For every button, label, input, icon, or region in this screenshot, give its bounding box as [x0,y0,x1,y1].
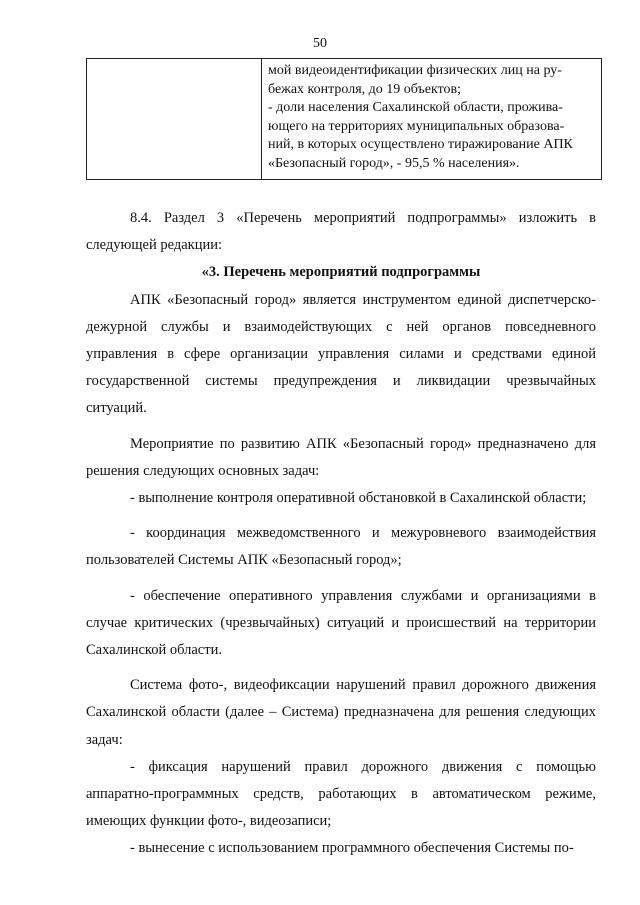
document-body [86,205,596,863]
table-line: - доли населения Сахалинской области, прожива- [268,100,563,115]
list-item: - вынесение с использованием программного обеспечения Системы по- [130,840,574,857]
table-line: «Безопасный город», - 95,5 % населения». [268,155,520,171]
paragraph: Система фото-, видеофиксации нарушений правил дорожного движения Сахалинской области (далее – Система) предназначена для решения следующих задач: [86,677,596,748]
continuation-table [86,58,602,180]
table-line: бежах контроля, до 19 объектов; [268,81,462,97]
paragraph-amendment: 8.4. Раздел 3 «Перечень мероприятий подпрограммы» изложить в следующей редакции: [86,210,596,254]
list-item: - обеспечение оперативного управления службами и организациями в случае критических (чрезвычайных) ситуаций и происшествий на территории Сахалинской области. [86,587,596,659]
page-number: 50 [313,36,327,51]
table-row [87,59,602,180]
list-item: - выполнение контроля оперативной обстановкой в Сахалинской области; [130,490,587,507]
table-cell-empty [87,59,262,180]
table-cell-text [262,59,602,180]
list-item: - фиксация нарушений правил дорожного движения с помощью аппаратно-программных средств, работающих в автоматическом режиме, имеющих функции фото-, видеозаписи; [86,758,596,830]
table-line: ющего на территориях муниципальных образова- [268,118,565,134]
paragraph: АПК «Безопасный город» является инструментом единой диспетчерско-дежурной службы и взаимодействующих с ней органов повседневного управления в сфере организации управления силами и средствами единой государственной системы предупреждения и ликвидации чрезвычайных ситуаций. [86,291,596,417]
table-line: ний, в которых осуществлено тиражирование АПК [268,137,573,152]
list-item: - координация межведомственного и межуровневого взаимодействия пользователей Системы АПК «Безопасный город»; [86,525,596,569]
table-line: мой видеоидентификации физических лиц на ру- [268,63,562,78]
section-heading: «3. Перечень мероприятий подпрограммы [201,264,481,281]
paragraph: Мероприятие по развитию АПК «Безопасный город» предназначено для решения следующих основных задач: [86,435,596,479]
